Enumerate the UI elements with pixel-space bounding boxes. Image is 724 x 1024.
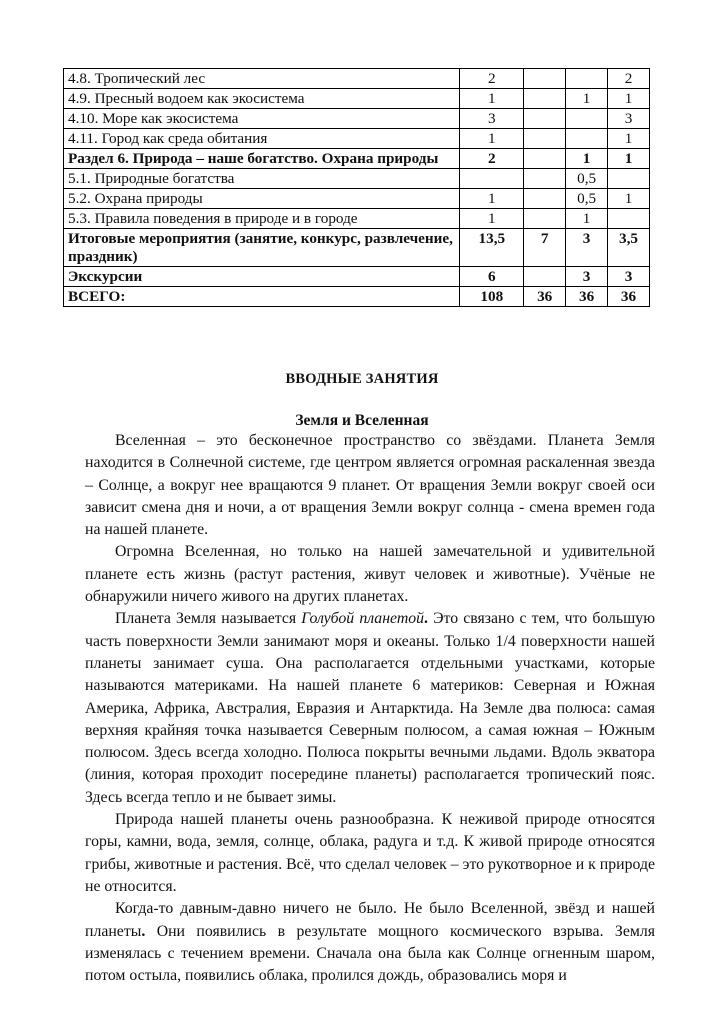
cell-total: 2 bbox=[460, 149, 524, 169]
table-row-section bbox=[64, 149, 650, 169]
row-name-bold: Итоговые мероприятия bbox=[68, 230, 231, 247]
cell-col3: 1 bbox=[566, 89, 608, 109]
cell-col4: 1 bbox=[608, 189, 650, 209]
cell-col4 bbox=[608, 209, 650, 229]
paragraph bbox=[85, 898, 655, 987]
cell-col2 bbox=[524, 129, 566, 149]
row-name: 5.2. Охрана природы bbox=[64, 189, 460, 209]
cell-total: 3 bbox=[460, 109, 524, 129]
cell-total: 2 bbox=[460, 69, 524, 89]
table-row-final-events bbox=[64, 229, 650, 267]
cell-total bbox=[460, 169, 524, 189]
cell-col3: 3 bbox=[566, 267, 608, 287]
cell-col2 bbox=[524, 89, 566, 109]
row-name: 4.8. Тропический лес bbox=[64, 69, 460, 89]
topic-title: Земля и Вселенная bbox=[295, 412, 429, 429]
cell-col2 bbox=[524, 169, 566, 189]
cell-col2 bbox=[524, 109, 566, 129]
row-name: Экскурсии bbox=[64, 267, 460, 287]
cell-total: 6 bbox=[460, 267, 524, 287]
row-name: 4.10. Море как экосистема bbox=[64, 109, 460, 129]
row-name: 5.1. Природные богатства bbox=[64, 169, 460, 189]
cell-col3: 0,5 bbox=[566, 169, 608, 189]
cell-total: 1 bbox=[460, 89, 524, 109]
hours-table bbox=[63, 68, 650, 307]
section-title: ВВОДНЫЕ ЗАНЯТИЯ bbox=[285, 371, 439, 387]
cell-col3: 0,5 bbox=[566, 189, 608, 209]
cell-col3: 36 bbox=[566, 287, 608, 307]
cell-col2 bbox=[524, 69, 566, 89]
paragraph-text: Планета Земля называется bbox=[115, 610, 302, 628]
cell-col4: 3,5 bbox=[608, 229, 650, 267]
cell-col4 bbox=[608, 169, 650, 189]
cell-col2: 7 bbox=[524, 229, 566, 267]
paragraph: Огромна Вселенная, но только на нашей замечательной и удивительной планете есть жизнь (растут растения, живут человек и животные). Учёные не обнаружили ничего живого на других планетах. bbox=[85, 543, 655, 606]
table-row bbox=[64, 189, 650, 209]
cell-total: 13,5 bbox=[460, 229, 524, 267]
cell-col3 bbox=[566, 129, 608, 149]
row-name bbox=[64, 229, 460, 267]
cell-col2: 36 bbox=[524, 287, 566, 307]
cell-col2 bbox=[524, 209, 566, 229]
cell-col4: 3 bbox=[608, 109, 650, 129]
row-name: 5.3. Правила поведения в природе и в городе bbox=[64, 209, 460, 229]
cell-total: 1 bbox=[460, 209, 524, 229]
paragraph: Природа нашей планеты очень разнообразна. К неживой природе относятся горы, камни, вода, земля, солнце, облака, радуга и т.д. К живой природе относятся грибы, животные и растения. Всё, что сделал человек – это рукотворное и к природе не относится. bbox=[85, 811, 655, 895]
paragraph-text: Они появились в результате мощного космического взрыва. Земля изменялась с течением времени. Сначала она была как Солнце огненным шаром, потом остыла, появились облака, пролился дождь, образовались моря и bbox=[85, 922, 655, 985]
cell-col3: 1 bbox=[566, 149, 608, 169]
cell-col4: 3 bbox=[608, 267, 650, 287]
cell-total: 1 bbox=[460, 129, 524, 149]
row-name: 4.11. Город как среда обитания bbox=[64, 129, 460, 149]
paragraph-text: Это связано с тем, что большую часть поверхности Земли занимают моря и океаны. Только 1/4 поверхности нашей планеты занимает суша. Она располагается отдельными участками, которые называются материками. На нашей планете 6 материков: Северная и Южная Америка, Африка, Австралия, Евразия и Антарктида. На Земле два полюса: самая верхняя крайняя точка называется Северным полюсом, а самая южная – Южным полюсом. Здесь всегда холодно. Полюса покрыты вечными льдами. Вдоль экватора (линия, которая проходит посередине планеты) располагается тропический пояс. Здесь всегда тепло и не бывает зимы. bbox=[85, 610, 655, 806]
table-row bbox=[64, 109, 650, 129]
cell-col4: 2 bbox=[608, 69, 650, 89]
table-row-excursions bbox=[64, 267, 650, 287]
row-name: Раздел 6. Природа – наше богатство. Охрана природы bbox=[64, 149, 460, 169]
cell-col3 bbox=[566, 69, 608, 89]
cell-col2 bbox=[524, 267, 566, 287]
cell-total: 108 bbox=[460, 287, 524, 307]
cell-col4: 1 bbox=[608, 149, 650, 169]
cell-col3: 3 bbox=[566, 229, 608, 267]
cell-col2 bbox=[524, 189, 566, 209]
cell-col4: 1 bbox=[608, 89, 650, 109]
paragraph: Вселенная – это бесконечное пространство со звёздами. Планета Земля находится в Солнечной системе, где центром является огромная раскаленная звезда – Солнце, а вокруг нее вращаются 9 планет. От вращения Земли вокруг своей оси зависит смена дня и ночи, а от вращения Земли вокруг солнца - смена времен года на нашей планете. bbox=[85, 432, 655, 539]
table-row bbox=[64, 129, 650, 149]
emphasis-text: Голубой планетой bbox=[301, 610, 425, 628]
table-row bbox=[64, 209, 650, 229]
cell-col4: 1 bbox=[608, 129, 650, 149]
row-name: 4.9. Пресный водоем как экосистема bbox=[64, 89, 460, 109]
table-row-total bbox=[64, 287, 650, 307]
row-name-note: (занятие, конкурс, развлечение, праздник) bbox=[68, 230, 453, 265]
row-name: ВСЕГО: bbox=[64, 287, 460, 307]
bold-dot: . bbox=[424, 610, 428, 628]
paragraph bbox=[85, 608, 655, 809]
table-row bbox=[64, 69, 650, 89]
cell-col3: 1 bbox=[566, 209, 608, 229]
cell-col3 bbox=[566, 109, 608, 129]
body-text bbox=[85, 430, 655, 987]
paragraph-text: Когда-то давным-давно ничего не было. Не было Вселенной, звёзд и нашей планеты bbox=[85, 900, 655, 940]
cell-total: 1 bbox=[460, 189, 524, 209]
bold-dot: . bbox=[141, 922, 146, 940]
table-row bbox=[64, 169, 650, 189]
cell-col2 bbox=[524, 149, 566, 169]
table-row bbox=[64, 89, 650, 109]
cell-col4: 36 bbox=[608, 287, 650, 307]
